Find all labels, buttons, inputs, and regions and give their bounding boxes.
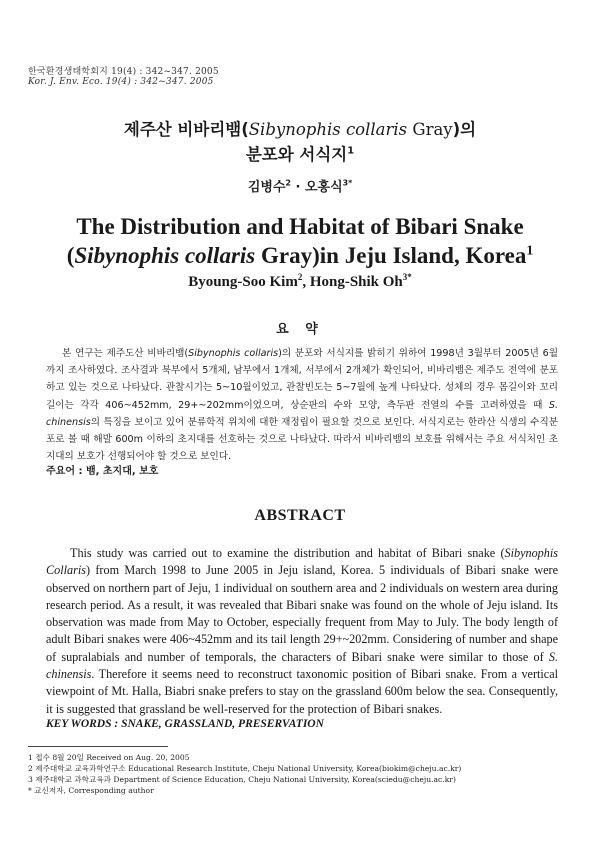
author-en-1: Byoung-Soo Kim — [188, 274, 298, 290]
title-ko-line2: 분포와 서식지$^1$ — [245, 145, 355, 164]
authors-en: Byoung-Soo Kim$^2$, Hong-Shik $Oh^{3*}$ — [188, 272, 412, 290]
title-ko-line1: 제주산 비바리뱀(Sibynophis collaris Gray)의 — [123, 120, 477, 139]
abstract-ko-heading: 요 약 — [276, 322, 324, 337]
journal-citation-ko: 한국환경생태학회지 19(4) : 342~347. 2005 — [28, 67, 219, 77]
abstract-ko-body: 본 연구는 제주도산 비바리뱀(Sibynophis collaris)의 분포와 서식지를 밝히기 위하여 1998년 3월부터 2005년 6월까지 조사하였다. 조사결과 북부에서 5개체, 남부에서 1개체, 서부에서 2개체가 확인되어, 비바리뱀은 제주도 전역에 분포하고 있는 것으로 나타났다. 관찰시기는 5~10월이었고, 관찰빈도는 5~7월에 높게 나타났다. 성체의 경우 몸길이와 꼬리길이는 각각 406~452mm, 29+~202mm이었으며, 상순판의 수와 모양, 측두판 전열의 수를 고려하였을 때 S. chinensis의 특징을 보이고 있어 분류학적 위치에 대한 재정립이 필요할 것으로 보인다. 서식지로는 한라산 식생의 수직분포로 볼 때 해발 600m 이하의 초지대를 선호하는 것으로 나타났다. 따라서 비바리뱀의 보호를 위해서는 주요 서식처인 초지대의 보호가 선행되어야 할 것으로 보인다. — [46, 348, 559, 463]
title-ko-species: Sibynophis collaris — [248, 120, 408, 139]
author-en-2: Hong-Shik Oh — [309, 274, 403, 290]
authors-ko: 김병수$^2$ · 오홍식$^{3*}$ — [247, 178, 353, 195]
title-ko-footnote-mark: 1 — [347, 145, 355, 157]
keywords-en: KEY WORDS : SNAKE, GRASSLAND, PRESERVATION — [46, 718, 324, 730]
title-en-footnote-mark: 1 — [526, 242, 534, 258]
footnote-4: * 교신저자, Corresponding author — [28, 786, 154, 795]
title-en-species: Sibynophis collaris — [74, 243, 256, 268]
footnote-divider — [28, 746, 168, 747]
author-ko-1: 김병수 — [247, 180, 286, 195]
journal-citation-en: Kor. J. Env. Eco. 19(4) : 342~347. 2005 — [28, 77, 214, 87]
abstract-en-body: This study was carried out to examine the distribution and habitat of Bibari snake (Sibynophis Collaris) from March 1998 to June 2005 in Jeju island, Korea. 5 individuals of Bibari snake were observed on northern part of Jeju, 1 individual on southern area and 2 individuals on western area during research period. As a result, it was revealed that Bibari snake was found on the whole of Jeju island. Its observation was made from May to October, especially frequent from May to July. The body length of adult Bibari snakes were 406~452mm and its tail length 29+~202mm. Considering of number and shape of supralabials and number of temporals, the characters of Bibari snake were similar to those of S. chinensis. Therefore it seems need to reconstruct taxonomic position of Bibari snake. From a vertical viewpoint of Mt. Halla, Biabri snake prefers to stay on the grassland 600m below the sea. Consequently, it is suggested that grassland be well-reserved for the protection of Bibari snakes. — [46, 546, 558, 716]
title-en-line1: The Distribution and Habitat of Bibari Snake — [76, 214, 524, 239]
author-ko-2: 오홍식 — [304, 180, 343, 195]
footnote-1: 1 접수 8월 20일 Received on Aug. 20, 2005 — [28, 753, 190, 762]
footnote-3: 3 제주대학교 과학교육과 Department of Science Education, Cheju National University, Korea(sciedu@cheju.ac.kr) — [28, 775, 456, 784]
title-en — [0, 212, 600, 270]
title-ko — [0, 117, 600, 167]
title-en-line2: (Sibynophis collaris Gray)in Jeju Island, Korea$^1$ — [66, 242, 534, 268]
footnote-2: 2 제주대학교 교육과학연구소 Educational Research Institute, Cheju National University, Korea(biokim@cheju.ac.kr) — [28, 764, 462, 773]
abstract-en-heading: ABSTRACT — [254, 507, 346, 524]
keywords-ko: 주요어 : 뱀, 초지대, 보호 — [46, 466, 159, 477]
